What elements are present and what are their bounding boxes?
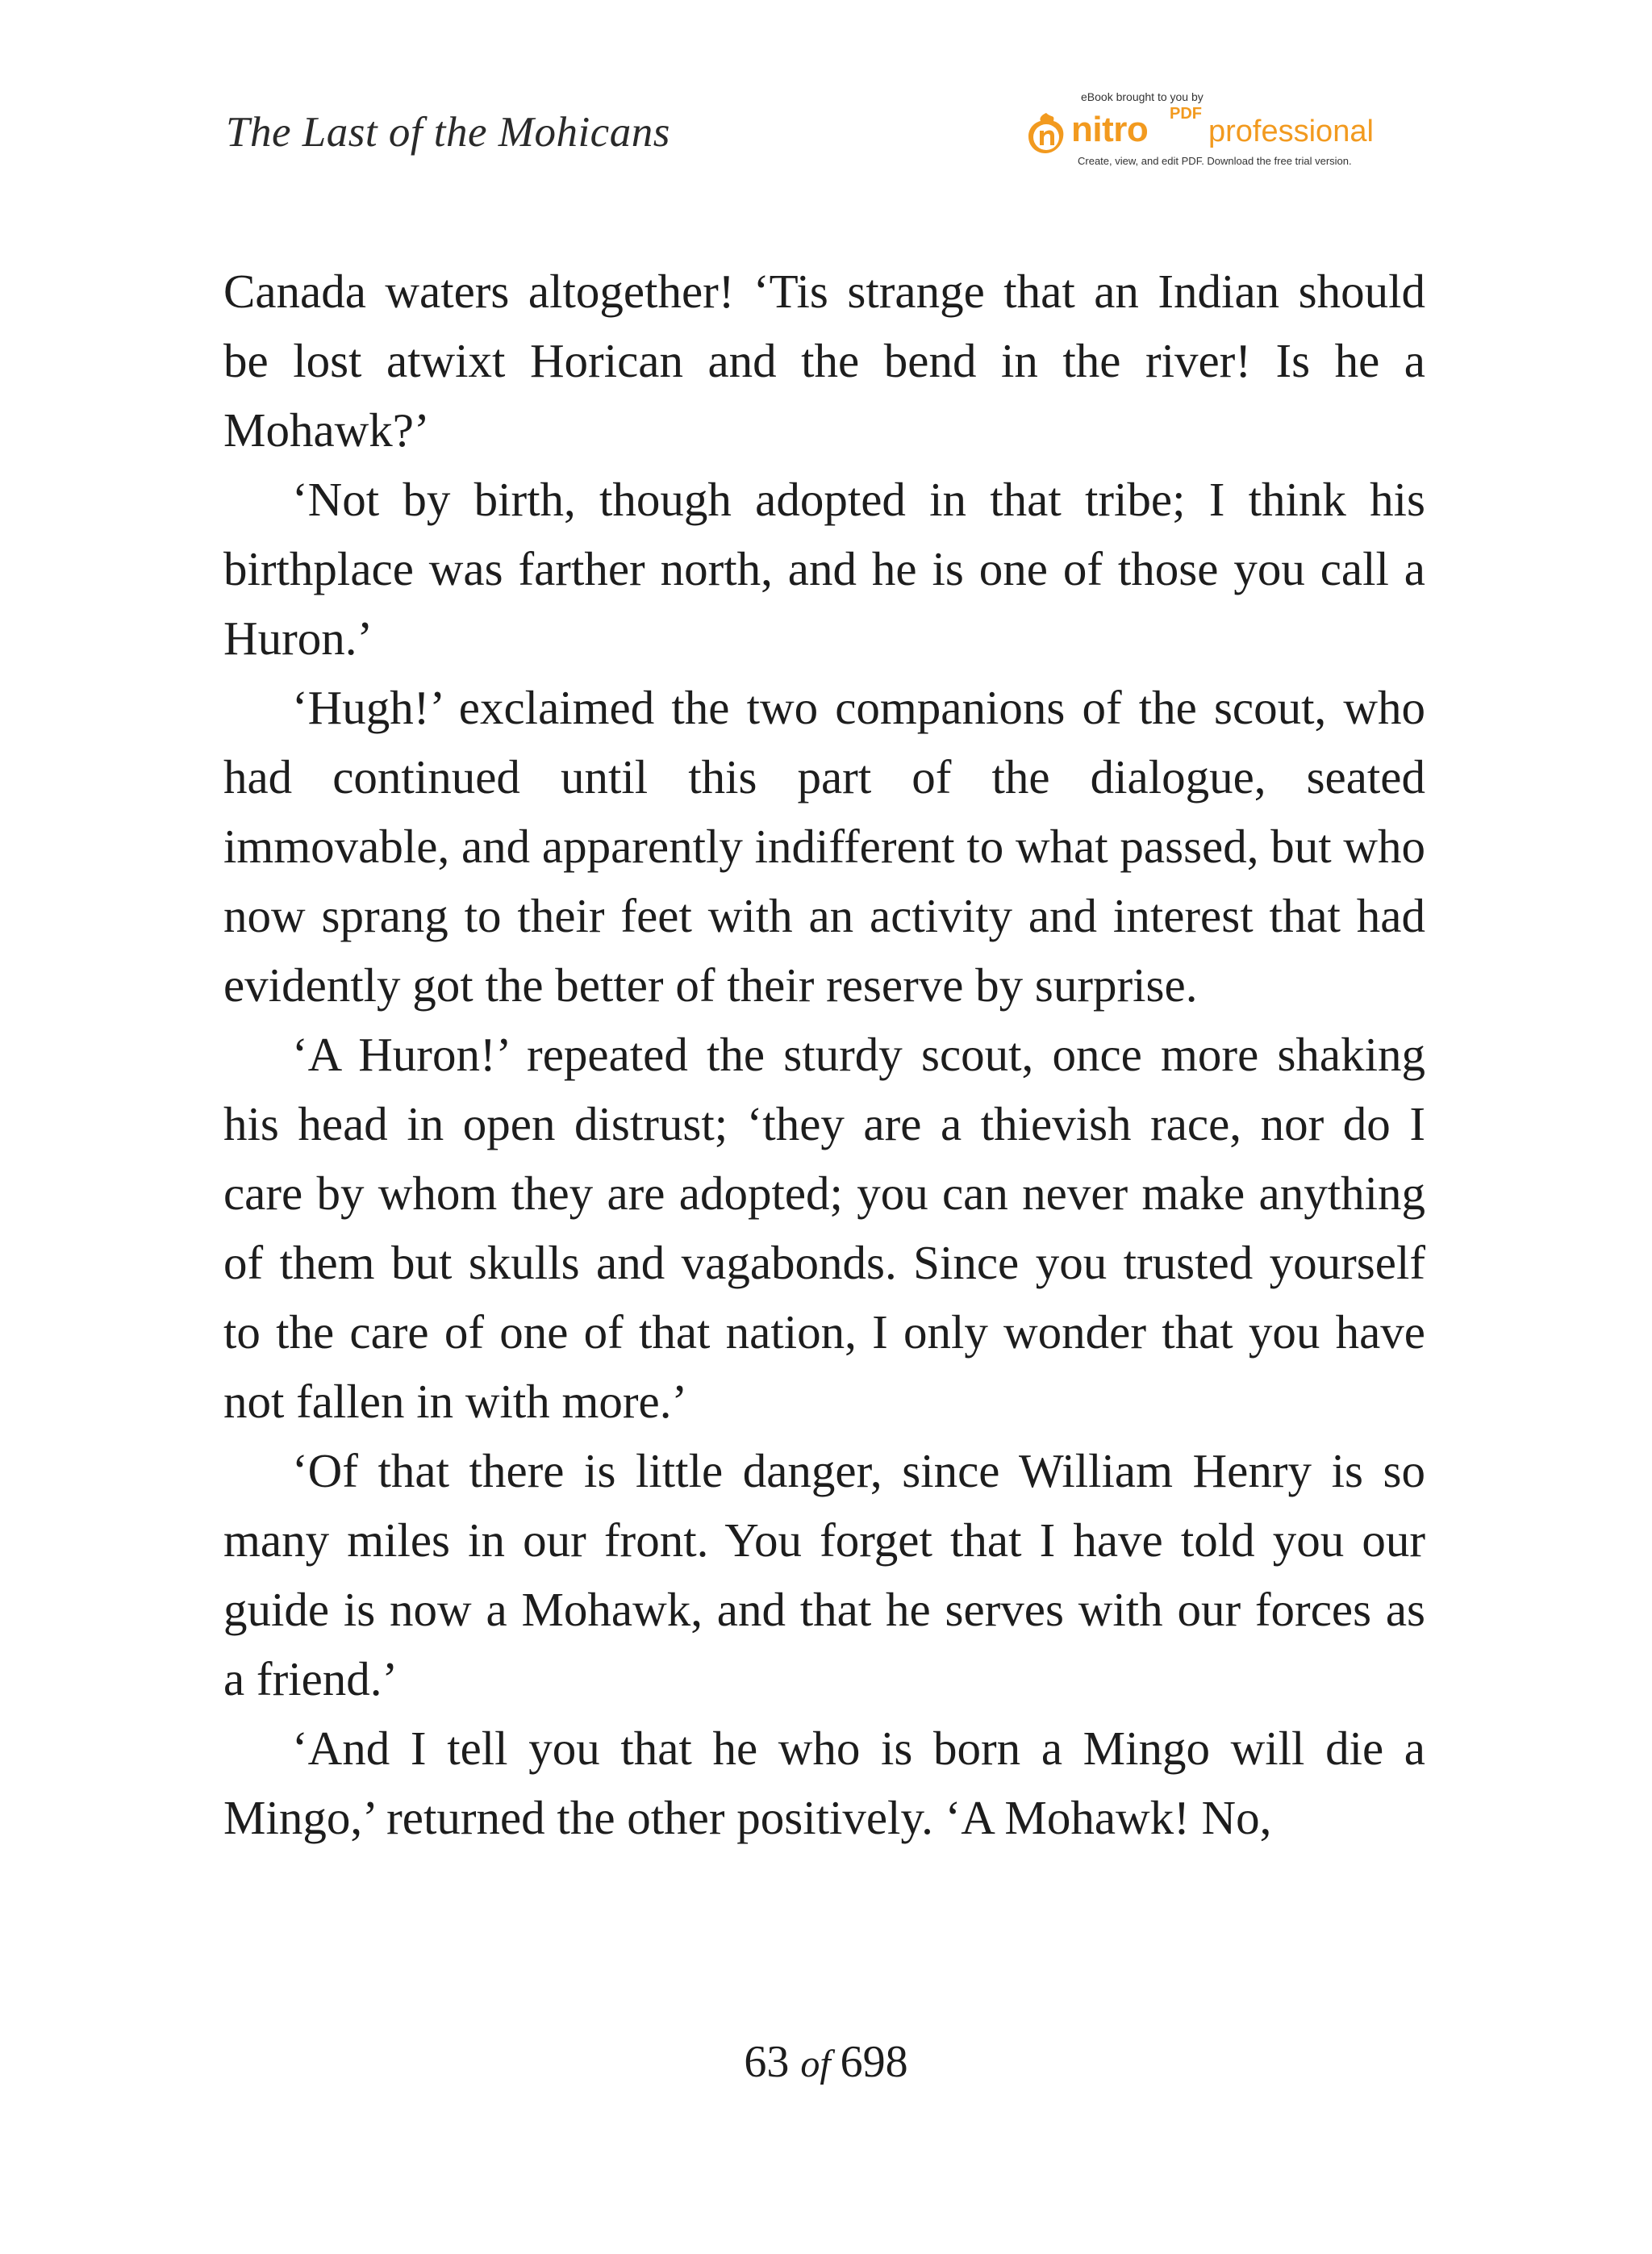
paragraph: ‘A Huron!’ repeated the sturdy scout, once more shaking his head in open distrust; ‘they are a thievish race, nor do I care by whom they are adopted; you can never make anything of them but skulls and vagabonds. Since you trusted yourself to the care of one of that nation, I only wonder that you have not fallen in with more.’ <box>223 1028 1425 1428</box>
badge-edition: professional <box>1208 115 1374 148</box>
paragraph: ‘And I tell you that he who is born a Mingo will die a Mingo,’ returned the other positively. ‘A Mohawk! No, <box>223 1722 1425 1844</box>
paragraph: ‘Hugh!’ exclaimed the two companions of the scout, who had continued until this part of the dialogue, seated immovable, and apparently indifferent to what passed, but who now sprang to their feet with an activity and interest that had evidently got the better of their reserve by surprise. <box>223 681 1425 1012</box>
nitro-n-icon <box>1024 111 1068 155</box>
badge-brand: nitro <box>1071 110 1149 149</box>
paragraph: Canada waters altogether! ‘Tis strange that an Indian should be lost atwixt Horican and the bend in the river! Is he a Mohawk?’ <box>223 265 1425 457</box>
page-number <box>0 2036 1652 2090</box>
nitro-pdf-badge[interactable] <box>1024 90 1428 171</box>
page-of-label: of <box>800 2043 841 2085</box>
badge-subline: Create, view, and edit PDF. Download the free trial version. <box>1078 155 1352 167</box>
badge-brand-sup: PDF <box>1170 105 1202 123</box>
badge-tagline: eBook brought to you by <box>1081 90 1204 103</box>
total-pages: 698 <box>840 2037 908 2087</box>
paragraph: ‘Of that there is little danger, since William Henry is so many miles in our front. You forget that I have told you our guide is now a Mohawk, and that he serves with our forces as a friend.’ <box>223 1444 1425 1705</box>
current-page: 63 <box>744 2037 790 2087</box>
running-title: The Last of the Mohicans <box>226 109 670 156</box>
body-text <box>223 257 1425 1852</box>
paragraph: ‘Not by birth, though adopted in that tribe; I think his birthplace was farther north, and he is one of those you call a Huron.’ <box>223 473 1425 665</box>
